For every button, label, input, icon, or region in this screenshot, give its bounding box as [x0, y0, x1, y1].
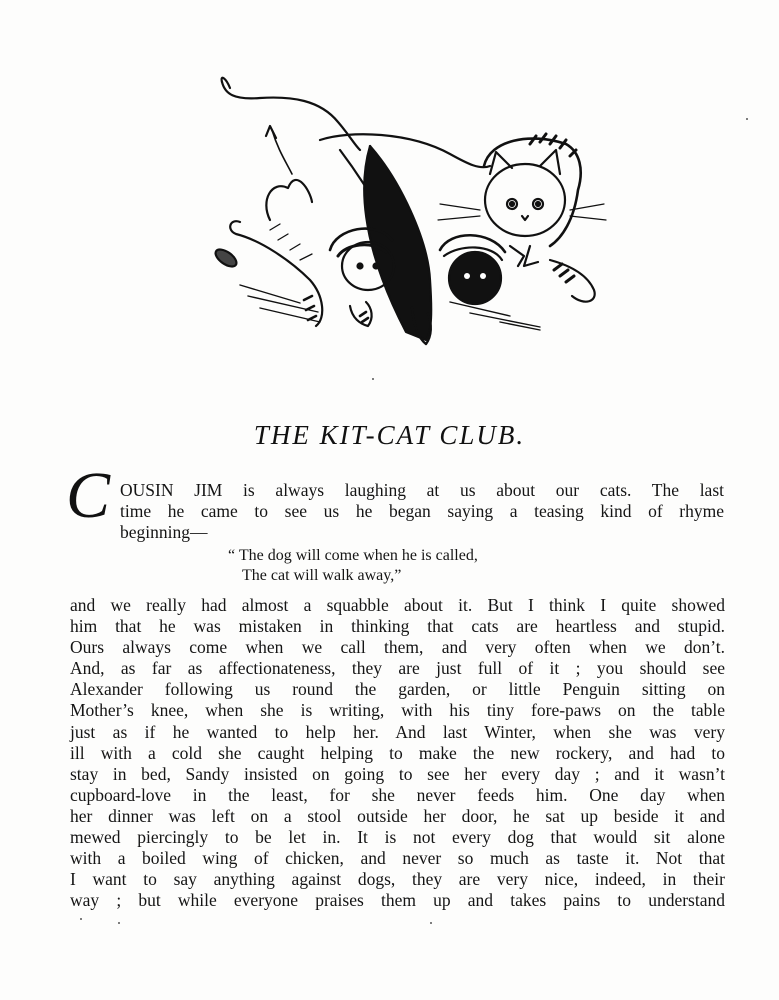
body-line: just as if he wanted to help her. And last Winter, when she was very [70, 721, 725, 742]
body-line: Alexander following us round the garden, or little Penguin sitting on [70, 679, 725, 700]
body-line: Ours always come when we call them, and very often when we don’t. [70, 637, 725, 658]
body-paragraph [70, 595, 725, 911]
body-line: And, as far as affectionateness, they are just full of it ; you should see [70, 658, 725, 679]
drop-cap-letter: C [66, 459, 111, 532]
body-line: her dinner was left on a stool outside her door, he sat up beside it and [70, 805, 725, 826]
body-line: with a boiled wing of chicken, and never so much as taste it. Not that [70, 848, 725, 869]
body-line: stay in bed, Sandy insisted on going to see her every day ; and it wasn’t [70, 763, 725, 784]
body-line: mewed piercingly to be let in. It is not every dog that would sit alone [70, 827, 725, 848]
intro-line: time he came to see us he began saying a teasing kind of rhyme [120, 501, 724, 521]
verse-line: “ The dog will come when he is called, [228, 547, 478, 564]
body-line: Mother’s knee, when she is writing, with his tiny fore-paws on the table [70, 700, 725, 721]
body-line: him that he was mistaken in thinking that cats are heartless and stupid. [70, 616, 725, 637]
body-line: and we really had almost a squabble about it. But I think I quite showed [70, 595, 725, 615]
verse-quotation [228, 546, 478, 586]
chapter-title: THE KIT-CAT CLUB. [253, 420, 526, 450]
body-line: way ; but while everyone praises them up and takes pains to understand [70, 890, 725, 911]
intro-line: beginning— [120, 522, 208, 542]
intro-paragraph [120, 480, 724, 543]
body-line: I want to say anything against dogs, they are very nice, indeed, in their [70, 869, 725, 890]
body-line: ill with a cold she caught helping to make the new rockery, and had to [70, 742, 725, 763]
verse-line: The cat will walk away,” [242, 567, 402, 584]
kittens-illustration [200, 70, 620, 370]
body-line: cupboard-love in the least, for she never feeds him. One day when [70, 784, 725, 805]
intro-line: OUSIN JIM is always laughing at us about our cats. The last [120, 480, 724, 500]
